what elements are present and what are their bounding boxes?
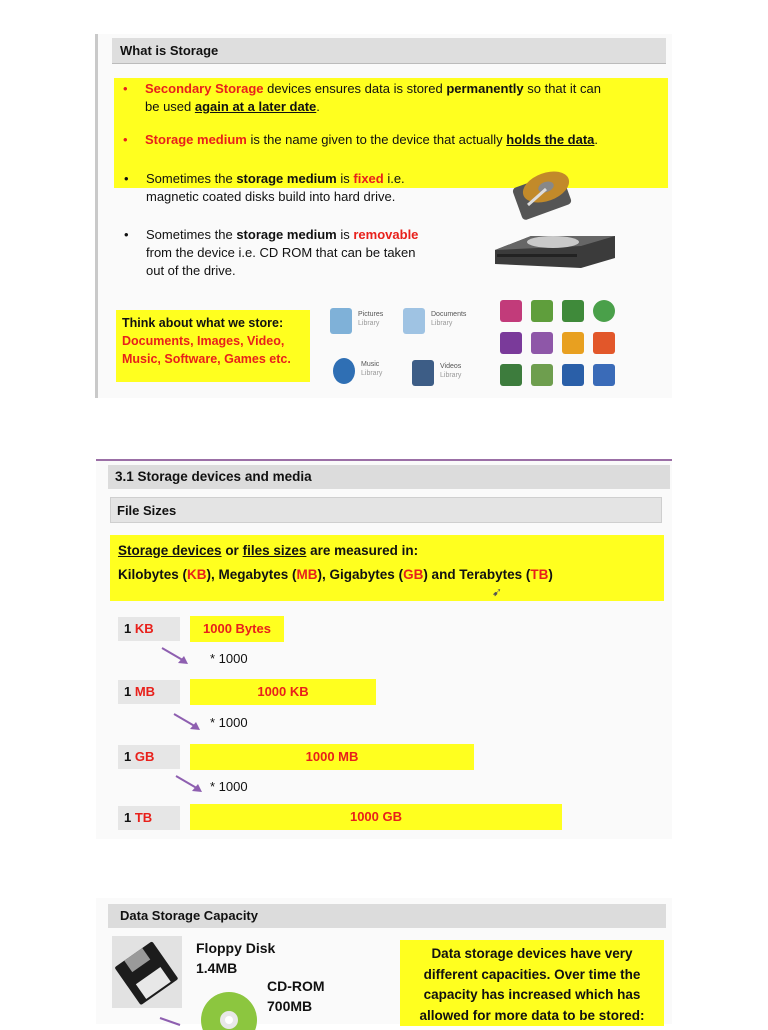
bullet-dot: •	[123, 81, 128, 96]
hard-disk-image	[510, 165, 576, 221]
think-line-3: Music, Software, Games etc.	[122, 352, 291, 366]
text: or	[221, 543, 243, 558]
videos-icon	[412, 360, 434, 386]
app-icon	[500, 364, 522, 386]
unit-count: 1	[124, 684, 135, 699]
app-icon	[500, 300, 522, 322]
cd-drive-image	[491, 224, 619, 272]
term-storage-medium: Storage medium	[145, 132, 247, 147]
cd-icon	[200, 990, 258, 1030]
slide-title: Data Storage Capacity	[108, 904, 666, 928]
note-line: different capacities. Over time the	[423, 966, 641, 982]
videos-library	[440, 362, 461, 380]
mouse-cursor-icon: ➹	[492, 585, 503, 599]
bullet-removable	[124, 226, 466, 280]
unit-mb: MB	[296, 567, 318, 582]
slide-title: 3.1 Storage devices and media	[108, 465, 670, 489]
think-line-1: Think about what we store:	[122, 316, 284, 330]
floppy-disk-image	[112, 936, 182, 1008]
multiplier: * 1000	[210, 715, 248, 730]
term-fixed: fixed	[353, 171, 384, 186]
arrow-icon	[160, 645, 190, 667]
value-bar-gb: 1000 MB	[190, 744, 474, 770]
pictures-icon	[330, 308, 352, 334]
library-name: Documents	[431, 311, 467, 318]
bullet-fixed	[124, 170, 466, 206]
app-icon	[593, 332, 615, 354]
app-icon	[562, 300, 584, 322]
cd-rom-image	[200, 990, 258, 1030]
emphasis: permanently	[446, 81, 524, 96]
app-icon	[531, 300, 553, 322]
term-removable: removable	[353, 227, 419, 242]
text: ) and Terabytes (	[423, 567, 531, 582]
slide-subtitle: File Sizes	[110, 497, 662, 523]
app-icon	[531, 364, 553, 386]
device-name: Floppy Disk	[196, 940, 276, 956]
think-line-2: Documents, Images, Video,	[122, 334, 285, 348]
app-icon	[562, 364, 584, 386]
think-about-box	[116, 310, 310, 382]
unit-gb: GB	[403, 567, 424, 582]
device-capacity: 700MB	[267, 998, 313, 1014]
library-sub: Library	[440, 372, 462, 379]
text: is	[336, 227, 354, 242]
term-secondary-storage: Secondary Storage	[145, 81, 264, 96]
text: devices ensures data is stored	[263, 81, 447, 96]
unit-label-kb	[118, 617, 180, 641]
text: i.e.	[383, 171, 405, 186]
measured-in-box	[110, 535, 664, 601]
bullet-storage-medium	[123, 131, 665, 149]
text: is	[336, 171, 354, 186]
slide-file-sizes	[96, 459, 672, 839]
floppy-disk-icon	[112, 936, 182, 1008]
app-icon	[500, 332, 522, 354]
library-name: Pictures	[358, 311, 384, 318]
emphasis: holds the data	[506, 132, 595, 147]
text: so that it can	[523, 81, 601, 96]
unit-label-tb	[118, 806, 180, 830]
text: Sometimes the	[146, 227, 237, 242]
unit-name: GB	[134, 749, 155, 764]
arrow-icon	[158, 1016, 184, 1026]
value-bar-mb: 1000 KB	[190, 679, 376, 705]
software-icons-grid	[500, 300, 615, 386]
note-line: allowed for more data to be stored:	[419, 1007, 645, 1023]
text: out of the drive.	[146, 263, 236, 278]
app-icon	[593, 364, 615, 386]
text: ), Gigabytes (	[317, 567, 404, 582]
text: ), Megabytes (	[206, 567, 297, 582]
note-line: Data storage devices have very	[431, 946, 633, 961]
documents-library	[431, 310, 466, 328]
music-icon	[333, 358, 355, 384]
unit-tb: TB	[530, 567, 549, 582]
arrow-icon	[174, 773, 204, 795]
unit-count: 1	[124, 749, 135, 764]
capacity-note-box	[400, 940, 664, 1026]
app-icon	[593, 300, 615, 322]
unit-label-mb	[118, 680, 180, 704]
bullet-secondary-storage	[123, 80, 655, 116]
value-bar-tb: 1000 GB	[190, 804, 562, 830]
app-icon	[531, 332, 553, 354]
text: be used	[145, 99, 195, 114]
unit-label-gb	[118, 745, 180, 769]
emphasis: again at a later date	[194, 99, 317, 114]
bullet-dot: •	[124, 171, 129, 186]
unit-name: TB	[134, 810, 153, 825]
library-sub: Library	[431, 320, 453, 327]
device-capacity: 1.4MB	[196, 960, 238, 976]
unit-count: 1	[124, 621, 135, 636]
bullet-dot: •	[123, 132, 128, 147]
slide-title: What is Storage	[112, 38, 666, 64]
multiplier: * 1000	[210, 651, 248, 666]
arrow-icon	[172, 711, 202, 733]
text: Sometimes the	[146, 171, 237, 186]
bullet-dot: •	[124, 227, 129, 242]
text: is the name given to the device that actually	[246, 132, 507, 147]
unit-name: KB	[134, 621, 154, 636]
documents-icon	[403, 308, 425, 334]
text: from the device i.e. CD ROM that can be taken	[146, 245, 416, 260]
term-file-sizes: files sizes	[242, 543, 307, 558]
library-sub: Library	[358, 320, 380, 327]
floppy-disk-label	[196, 938, 275, 978]
text: magnetic coated disks build into hard drive.	[146, 189, 396, 204]
device-name: CD-ROM	[267, 978, 325, 994]
text: Kilobytes (	[118, 567, 188, 582]
unit-kb: KB	[187, 567, 207, 582]
library-name: Music	[361, 361, 380, 368]
text: are measured in:	[306, 543, 419, 558]
unit-name: MB	[134, 684, 156, 699]
emphasis: storage medium	[236, 227, 337, 242]
slide-what-is-storage	[95, 34, 672, 398]
term-storage-devices: Storage devices	[118, 543, 222, 558]
library-sub: Library	[361, 370, 383, 377]
pictures-library	[358, 310, 383, 328]
text: .	[594, 132, 599, 147]
value-bar-kb: 1000 Bytes	[190, 616, 284, 642]
cd-rom-label	[267, 976, 325, 1016]
text: .	[316, 99, 320, 114]
music-library	[361, 360, 382, 378]
text: )	[548, 567, 553, 582]
emphasis: storage medium	[236, 171, 337, 186]
note-line: capacity has increased which has	[423, 987, 641, 1002]
library-name: Videos	[440, 363, 462, 370]
multiplier: * 1000	[210, 779, 248, 794]
slide-data-storage-capacity	[96, 898, 672, 1024]
app-icon	[562, 332, 584, 354]
unit-count: 1	[124, 810, 135, 825]
